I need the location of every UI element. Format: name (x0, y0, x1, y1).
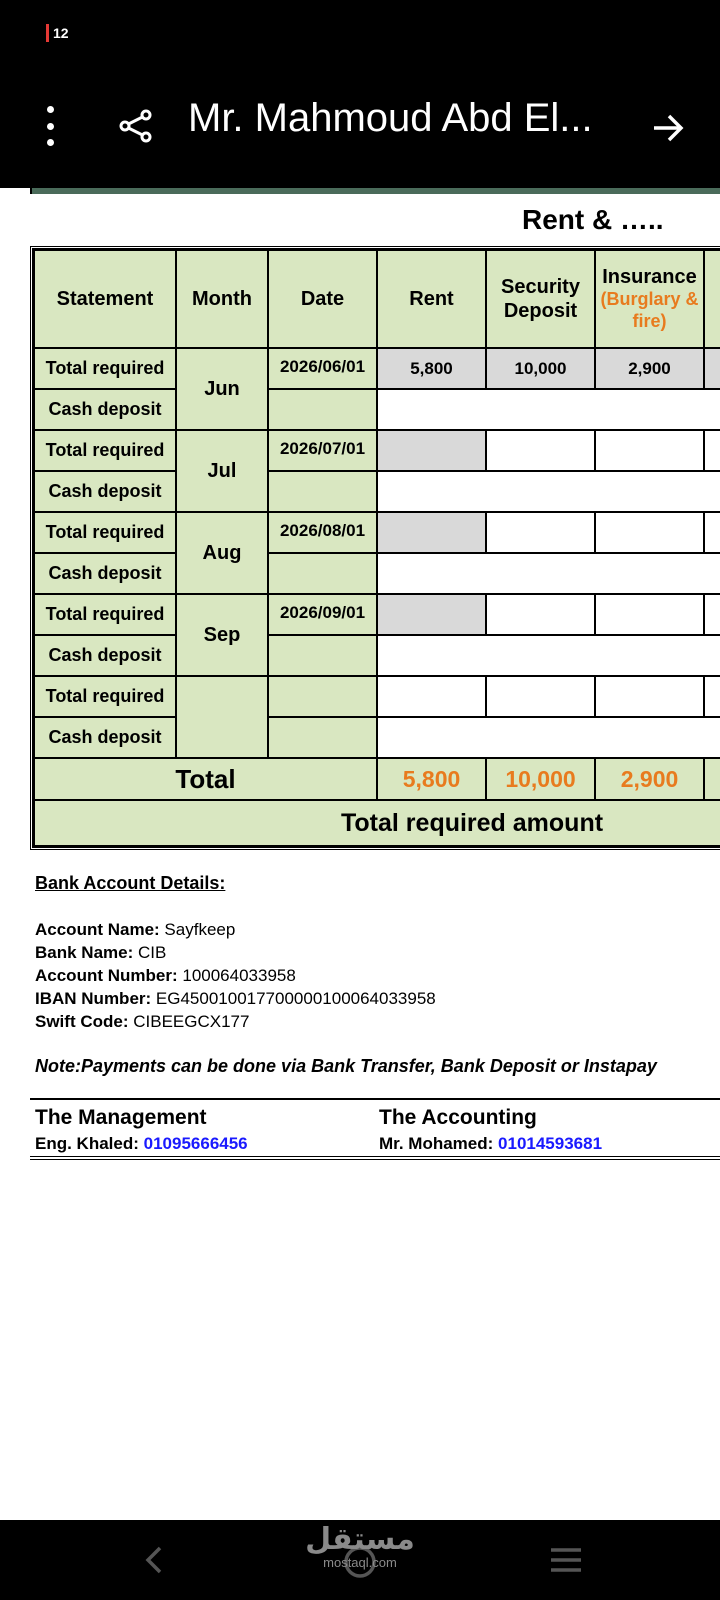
month-cell: Sep (176, 594, 268, 676)
header-statement: Statement (34, 250, 176, 348)
bank-details (35, 872, 436, 1033)
date-cell: 2026/07/01 (268, 430, 377, 471)
date-cell (268, 676, 377, 717)
row-label: Total required (34, 348, 176, 389)
arrow-right-icon[interactable] (648, 108, 688, 148)
accounting-title: The Accounting (379, 1106, 537, 1129)
header-insurance (595, 250, 704, 348)
security-deposit-cell (486, 512, 595, 553)
back-chevron-icon[interactable] (136, 1542, 172, 1578)
insurance-cell (595, 430, 704, 471)
table-row (34, 594, 720, 635)
table-row (34, 553, 720, 594)
accounting-contact (379, 1106, 602, 1154)
insurance-cell (595, 512, 704, 553)
payment-note: Note:Payments can be done via Bank Transfer, Bank Deposit or Instapay (35, 1056, 657, 1076)
iban-line (35, 987, 436, 1010)
bank-title: Bank Account Details: (35, 873, 226, 893)
row-label: Cash deposit (34, 717, 176, 758)
table-row (34, 348, 720, 389)
row-label: Total required (34, 594, 176, 635)
section-heading: Rent & ….. (522, 204, 664, 235)
watermark-arabic: مستقل (305, 1523, 415, 1556)
accounting-phone-link[interactable]: 01014593681 (498, 1134, 603, 1153)
bank-name-line (35, 941, 436, 964)
table-row (34, 717, 720, 758)
deposit-cell (377, 635, 720, 676)
account-number-line (35, 964, 436, 987)
header-insurance-sub: (Burglary & fire) (600, 289, 699, 331)
table-row (34, 676, 720, 717)
total-security-deposit: 10,000 (486, 758, 595, 800)
status-bar (46, 24, 69, 42)
table-row (34, 635, 720, 676)
payments-table (30, 246, 720, 850)
rent-cell (377, 676, 486, 717)
insurance-cell (595, 594, 704, 635)
date-cell-empty (268, 471, 377, 512)
date-cell-empty (268, 389, 377, 430)
table-row (34, 389, 720, 430)
management-title: The Management (35, 1106, 207, 1129)
swift-line (35, 1010, 436, 1033)
row-label: Cash deposit (34, 553, 176, 594)
overflow-cell (704, 758, 720, 800)
bank-name-label: Bank Name: (35, 943, 134, 962)
overflow-cell (704, 512, 720, 553)
table-row (34, 512, 720, 553)
row-label: Total required (34, 676, 176, 717)
status-time: 12 (53, 25, 69, 41)
deposit-cell (377, 553, 720, 594)
row-label: Cash deposit (34, 471, 176, 512)
accounting-name: Mr. Mohamed: (379, 1134, 494, 1153)
deposit-cell (377, 471, 720, 512)
rent-cell: 5,800 (377, 348, 486, 389)
account-name-line (35, 918, 436, 941)
date-cell-empty (268, 717, 377, 758)
row-label: Total required (34, 512, 176, 553)
security-deposit-cell (486, 676, 595, 717)
contacts-block (30, 1098, 720, 1160)
date-cell-empty (268, 635, 377, 676)
account-name-value: Sayfkeep (164, 920, 236, 939)
month-cell: Jul (176, 430, 268, 512)
header-overflow (704, 250, 720, 348)
header-security-deposit: Security Deposit (486, 250, 595, 348)
management-phone-link[interactable]: 01095666456 (143, 1134, 248, 1153)
header-rent: Rent (377, 250, 486, 348)
month-cell: Aug (176, 512, 268, 594)
header-month: Month (176, 250, 268, 348)
date-cell: 2026/06/01 (268, 348, 377, 389)
document-title: Mr. Mahmoud Abd El... (188, 96, 593, 140)
management-name: Eng. Khaled: (35, 1134, 139, 1153)
date-cell-empty (268, 553, 377, 594)
overflow-cell (704, 594, 720, 635)
row-label: Cash deposit (34, 389, 176, 430)
total-insurance: 2,900 (595, 758, 704, 800)
table-row (34, 471, 720, 512)
rent-cell (377, 594, 486, 635)
document-view[interactable] (0, 188, 720, 1520)
security-deposit-cell: 10,000 (486, 348, 595, 389)
row-label: Total required (34, 430, 176, 471)
header-date: Date (268, 250, 377, 348)
overflow-cell (704, 430, 720, 471)
watermark-logo (300, 1524, 420, 1570)
recents-lines-icon[interactable] (548, 1544, 584, 1576)
date-cell: 2026/08/01 (268, 512, 377, 553)
rent-cell (377, 512, 486, 553)
total-label: Total (34, 758, 377, 800)
totals-row (34, 758, 720, 800)
rent-cell (377, 430, 486, 471)
overflow-cell (704, 676, 720, 717)
insurance-cell (595, 676, 704, 717)
recording-indicator (46, 24, 49, 42)
management-contact (35, 1106, 248, 1154)
grand-total-label: Total required amount (34, 800, 720, 846)
overflow-cell (704, 348, 720, 389)
table-row (34, 430, 720, 471)
deposit-cell (377, 389, 720, 430)
total-rent: 5,800 (377, 758, 486, 800)
accounting-line (379, 1134, 602, 1154)
row-label: Cash deposit (34, 635, 176, 676)
security-deposit-cell (486, 430, 595, 471)
swift-label: Swift Code: (35, 1012, 129, 1031)
date-cell: 2026/09/01 (268, 594, 377, 635)
account-name-label: Account Name: (35, 920, 160, 939)
deposit-cell (377, 717, 720, 758)
insurance-cell: 2,900 (595, 348, 704, 389)
system-nav-bar (0, 1520, 720, 1600)
month-cell (176, 676, 268, 758)
bank-name-value: CIB (138, 943, 167, 962)
management-line (35, 1134, 248, 1154)
share-icon[interactable] (116, 106, 156, 146)
header-insurance-label: Insurance (602, 266, 697, 289)
app-bar (0, 0, 720, 188)
account-number-value: 100064033958 (182, 966, 296, 985)
month-cell: Jun (176, 348, 268, 430)
watermark-english: mostaql.com (323, 1555, 397, 1570)
iban-label: IBAN Number: (35, 989, 152, 1008)
account-number-label: Account Number: (35, 966, 178, 985)
header-strip (30, 188, 720, 194)
security-deposit-cell (486, 594, 595, 635)
iban-value: EG450010017700000100064033958 (155, 989, 436, 1008)
more-vert-icon[interactable] (36, 106, 64, 146)
swift-value: CIBEEGCX177 (133, 1012, 250, 1031)
grand-total-row (34, 800, 720, 846)
